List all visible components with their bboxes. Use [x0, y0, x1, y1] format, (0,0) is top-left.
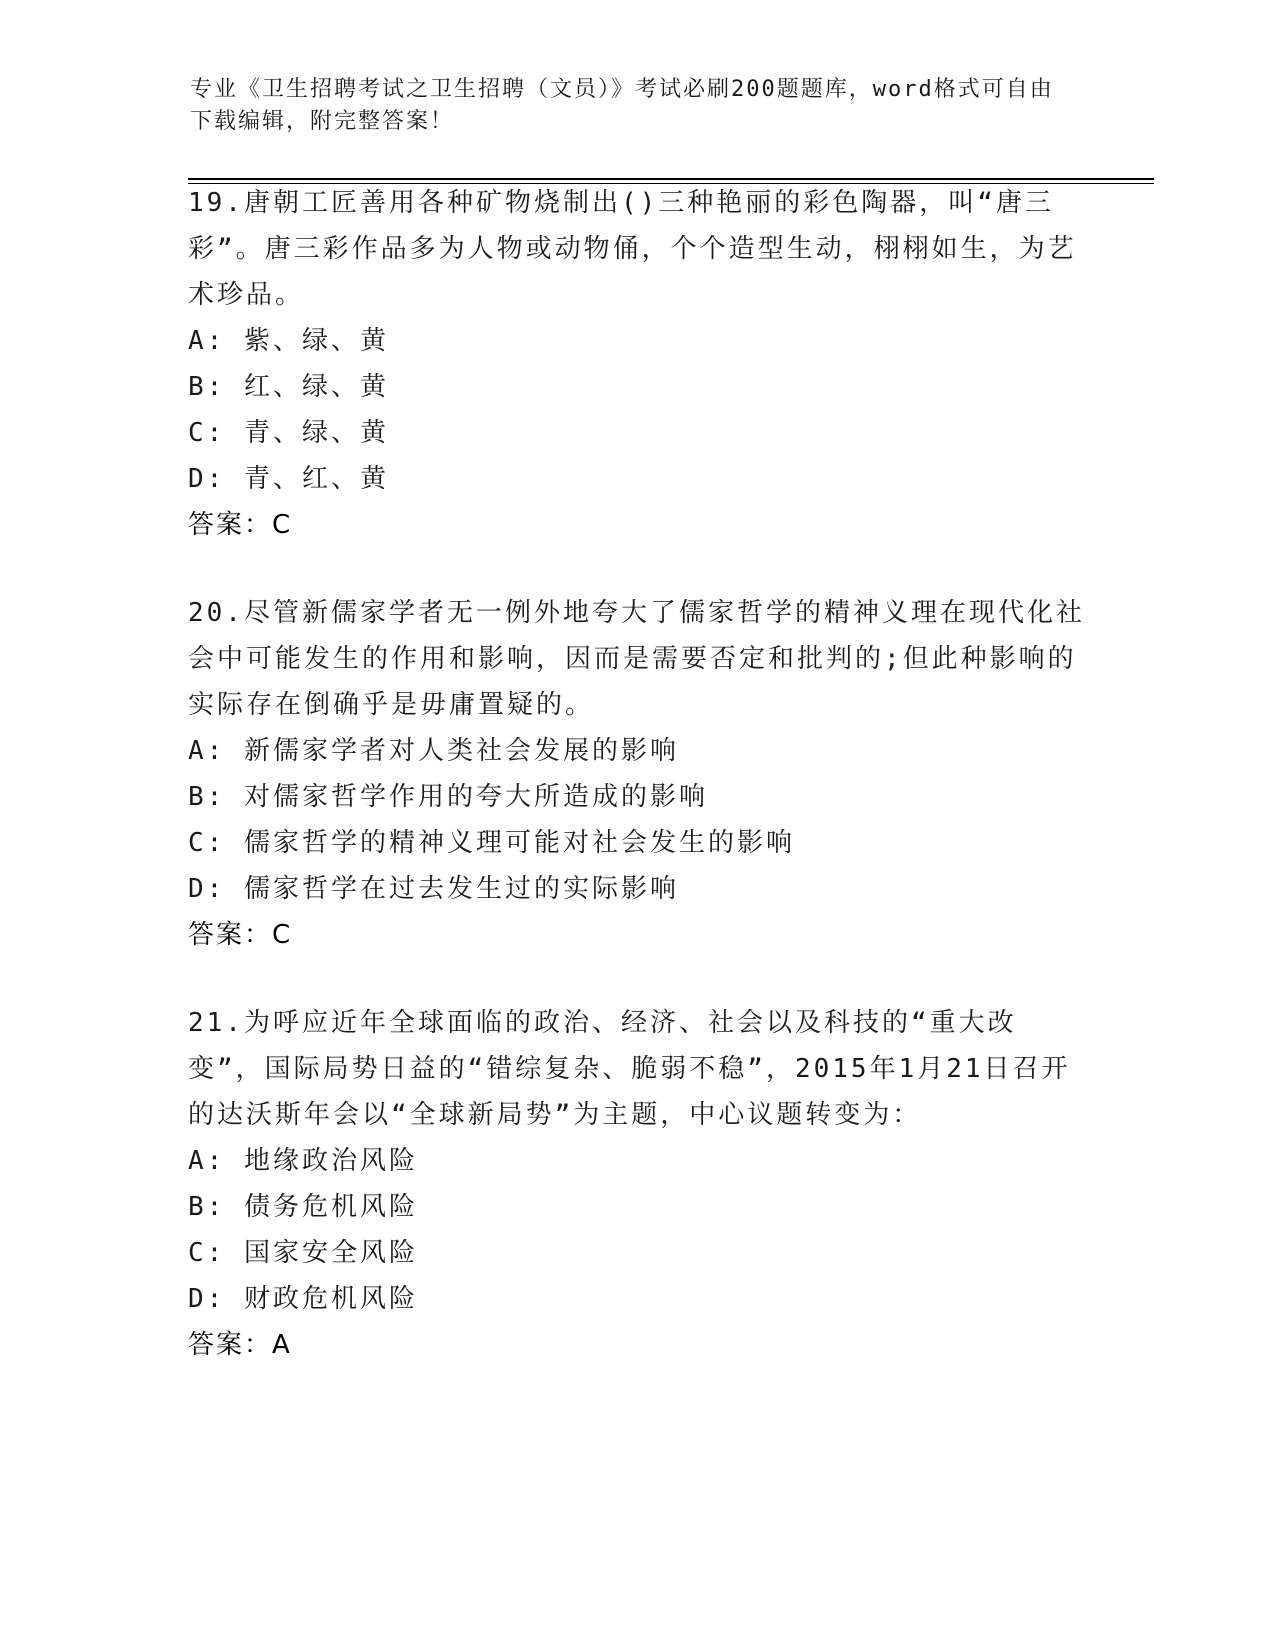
option-d: D: 财政危机风险 [188, 1284, 418, 1314]
document-header: 专业《卫生招聘考试之卫生招聘（文员）》考试必刷200题题库，word格式可自由下载编辑，附完整答案！ [190, 77, 1054, 134]
question-stem: 21.为呼应近年全球面临的政治、经济、社会以及科技的“重大改变”，国际局势日益的“错综复杂、脆弱不稳”，2015年1月21日召开的达沃斯年会以“全球新局势”为主题，中心议题转变为： [188, 1008, 1071, 1130]
option-a: A: 地缘政治风险 [188, 1146, 418, 1176]
question-19 [188, 180, 1088, 548]
option-d: D: 青、红、黄 [188, 464, 389, 494]
option-d: D: 儒家哲学在过去发生过的实际影响 [188, 874, 679, 904]
question-20 [188, 590, 1088, 958]
answer-line: 答案：C [188, 920, 293, 950]
option-b: B: 债务危机风险 [188, 1192, 418, 1222]
option-b: B: 红、绿、黄 [188, 372, 389, 402]
option-c: C: 国家安全风险 [188, 1238, 418, 1268]
question-stem: 19.唐朝工匠善用各种矿物烧制出()三种艳丽的彩色陶器，叫“唐三彩”。唐三彩作品多为人物或动物俑，个个造型生动，栩栩如生，为艺术珍品。 [188, 188, 1077, 310]
answer-line: 答案：C [188, 510, 293, 540]
option-c: C: 青、绿、黄 [188, 418, 389, 448]
question-stem: 20.尽管新儒家学者无一例外地夸大了儒家哲学的精神义理在现代化社会中可能发生的作用和影响，因而是需要否定和批判的;但此种影响的实际存在倒确乎是毋庸置疑的。 [188, 598, 1085, 720]
option-a: A: 紫、绿、黄 [188, 326, 389, 356]
question-21 [188, 1000, 1088, 1368]
option-a: A: 新儒家学者对人类社会发展的影响 [188, 736, 679, 766]
option-c: C: 儒家哲学的精神义理可能对社会发生的影响 [188, 828, 795, 858]
option-b: B: 对儒家哲学作用的夸大所造成的影响 [188, 782, 708, 812]
answer-line: 答案：A [188, 1330, 292, 1360]
